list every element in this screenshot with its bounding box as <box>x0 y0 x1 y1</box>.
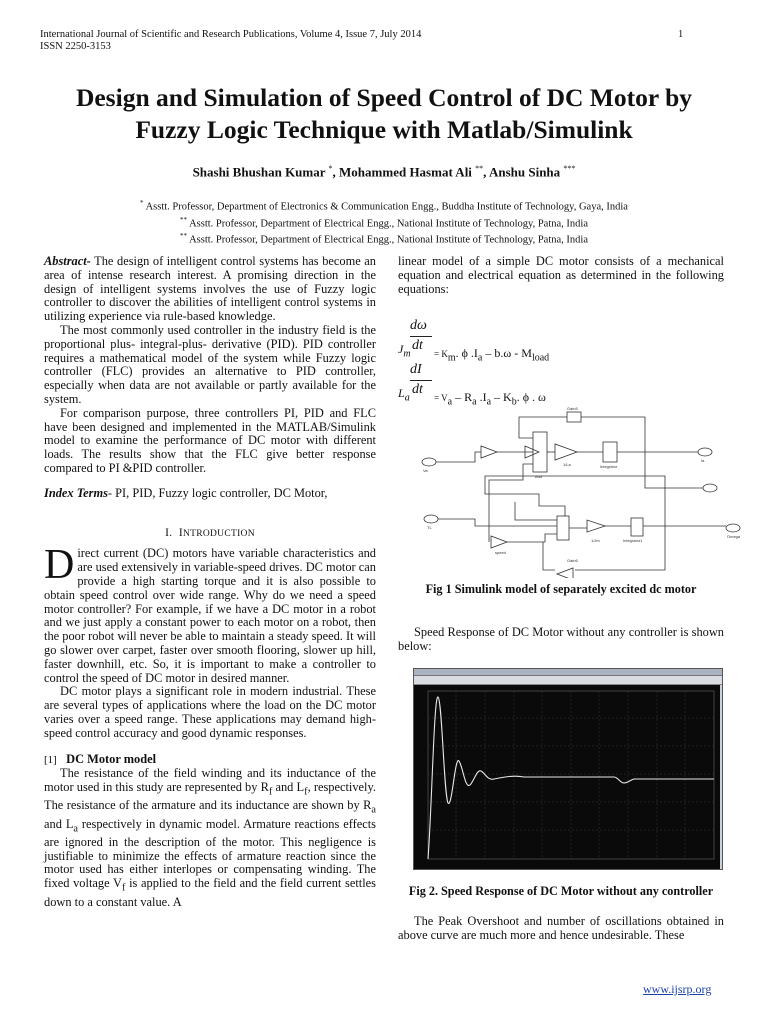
eq-sub: m <box>403 348 411 360</box>
eq-sub: a <box>404 392 410 404</box>
label-speed: speed <box>495 550 506 555</box>
output-port-2 <box>703 484 717 492</box>
scope-plot <box>414 685 720 869</box>
dropcap: D <box>44 542 75 589</box>
subscript: f <box>121 882 126 894</box>
section-heading-intro <box>44 527 376 542</box>
gain-feedback <box>557 568 573 578</box>
abstract-p2: The most commonly used controller in the industry field is the proportional plus- integral-plus- derivative (PID). PID controller requires a mathematical model of the system while Fuzzy logic controller (FLC) provides an alternative to PID controller, especially when data are not available or partly available for the system. <box>44 322 376 406</box>
gain-1-la <box>555 444 577 460</box>
author-1-mark: * <box>328 164 333 173</box>
wire <box>575 526 665 570</box>
gain-speed <box>491 536 507 548</box>
label-integrator-2: Integrator1 <box>623 538 643 543</box>
eq-text: – K <box>491 390 512 404</box>
author-2: Mohammed Hasmat Ali <box>339 164 472 180</box>
index-terms-text: - PI, PID, Fuzzy logic controller, DC Motor, <box>107 485 328 500</box>
right-paragraph-2-text: Speed Response of DC Motor without any controller is shown below: <box>398 625 724 653</box>
title-line-2: Fuzzy Logic Technique with Matlab/Simulink <box>135 115 633 144</box>
label-gain-top: Gain5 <box>567 406 578 411</box>
scope-titlebar <box>414 669 722 676</box>
index-terms-label: Index Terms <box>44 485 108 500</box>
affiliation-mark: ** <box>180 232 188 240</box>
eq2-numerator: dI <box>410 362 422 377</box>
eq-sub: a <box>477 352 483 364</box>
input-port-tl <box>424 515 438 523</box>
label-add: Add <box>535 474 543 479</box>
eq2-denominator: dt <box>412 382 423 397</box>
author-list <box>40 164 728 180</box>
eq-text: – R <box>452 390 473 404</box>
abstract-p1 <box>44 255 376 324</box>
eq-sub: b <box>511 396 517 408</box>
abstract-p3: For comparison purpose, three controllers PI, PID and FLC have been designed and implemented in the MATLAB/Simulink model to examine the performance of DC motor with different loads. The results show that the FLC give better response compared to PI &PID controller. <box>44 405 376 475</box>
journal-name: International Journal of Scientific and Research Publications, Volume 4, Issue 7, July 2014 <box>40 29 422 40</box>
label-fcn-jm: 1/Jm <box>591 538 600 543</box>
eq1-denominator: dt <box>412 338 423 353</box>
eq1-rhs <box>434 346 549 363</box>
label-gain-bottom: Gain6 <box>567 558 578 563</box>
right-paragraph-2 <box>398 626 724 654</box>
affiliation-text: Asstt. Professor, Department of Electrical Engg., National Institute of Technology, Patna, India <box>189 218 588 229</box>
abstract-label: Abstract- <box>44 254 91 268</box>
wire <box>515 502 557 520</box>
issn: ISSN 2250-3153 <box>40 41 111 52</box>
affiliation-mark: * <box>140 199 144 207</box>
integrator-block-bottom <box>631 518 643 536</box>
label-fcn-la: 1/La <box>563 462 571 467</box>
author-sep: , <box>332 164 340 180</box>
title-line-1: Design and Simulation of Speed Control of DC Motor by <box>75 83 693 112</box>
eq-text: – b.ω - M <box>482 346 532 360</box>
eq-sub: a <box>447 396 453 408</box>
author-1: Shashi Bhushan Kumar <box>192 164 326 180</box>
wire <box>507 534 557 542</box>
author-3: Anshu Sinha <box>488 164 561 180</box>
intro-p1-text: irect current (DC) motors have variable characteristics and are used extensively in variable-speed drives. DC motor can provide a high starting torque and it is also possible to obtain speed control over wide range. Why do we need a speed motor controller? For example, if we have a DC motor in a robot and we just apply a constant power to each motor on a robot, then the poor robot will never be able to maintain a steady speed. It will go slower over carpet, faster over smooth flooring, slower up hill, faster downhill, etc. So, it is important to make a controller to control the speed of DC motor in desired manner. <box>44 546 376 685</box>
eq1-numerator: dω <box>410 318 427 333</box>
dc-text: The resistance of the field winding and its inductance of the motor used in this study are represented by R <box>44 766 376 795</box>
abstract-text: The design of intelligent control systems has become an area of intense research interest. A promising direction in the design of intelligent systems involves the use of Fuzzy logic controller to discover the abilities of intelligent control systems in utilizing experience via rule-based knowledge. <box>44 254 376 324</box>
subscript: a <box>371 804 376 816</box>
subscript: f <box>268 786 273 798</box>
eq-text: = V <box>434 393 448 403</box>
page-number: 1 <box>678 29 684 40</box>
gain-1-jm <box>587 520 605 532</box>
intro-p2: DC motor plays a significant role in modern industrial. These are several types of applications where the load on the DC motor varies over a speed range. These applications may demand high-speed control accuracy and good dynamic responses. <box>44 684 376 740</box>
simulink-diagram <box>415 402 745 578</box>
figure-1-caption: Fig 1 Simulink model of separately excited dc motor <box>425 582 697 596</box>
wire <box>581 417 645 452</box>
right-paragraph-3-text: The Peak Overshoot and number of oscillations obtained in above curve are much more and hence undesirable. These <box>398 914 724 942</box>
dc-model-paragraph <box>44 767 376 909</box>
eq1-fraction-bar <box>410 336 432 337</box>
affiliation-mark: ** <box>180 215 188 224</box>
affiliation-3 <box>40 230 728 247</box>
label-output-ia: Ia <box>701 458 705 463</box>
eq-sub: load <box>531 352 550 364</box>
subscript: a <box>73 823 78 835</box>
input-port-va <box>422 458 436 466</box>
left-column <box>44 255 376 909</box>
sum-block-bottom <box>557 516 569 540</box>
author-3-mark: *** <box>563 164 576 173</box>
scope-toolbar <box>414 676 722 685</box>
eq-sub: a <box>472 396 477 408</box>
dc-text: and L <box>44 816 74 831</box>
dc-text: and L <box>272 780 305 795</box>
author-sep: , <box>483 164 489 180</box>
dc-text: , respectively. The resistance of the armature and its inductance are shown by R <box>44 780 376 813</box>
eq2-fraction-bar <box>410 380 432 381</box>
scope-window <box>413 668 723 870</box>
eq-text: . ϕ . ω <box>516 390 546 404</box>
label-input-va: Va <box>423 468 428 473</box>
wire <box>645 452 703 488</box>
journal-header <box>40 29 421 53</box>
intro-p1 <box>44 542 376 685</box>
eq-text: = K <box>434 349 448 359</box>
affiliation-1 <box>40 197 728 214</box>
eq-text: . ϕ .I <box>455 346 478 360</box>
affiliation-2 <box>40 214 728 231</box>
integrator-block-top <box>603 442 617 462</box>
eq-sub: m <box>447 352 456 364</box>
wire <box>436 452 481 462</box>
right-paragraph-3 <box>398 915 724 943</box>
eq-symbol: J <box>398 342 404 356</box>
affiliations <box>40 197 728 247</box>
eq1-lhs <box>398 342 411 359</box>
subsection-number: [1] <box>44 753 57 766</box>
output-port-ia <box>698 448 712 456</box>
gain-input <box>481 446 497 458</box>
paper-title <box>40 82 728 146</box>
subscript: f <box>304 786 308 798</box>
dc-text: respectively in dynamic model. Armature reactions effects are ignored in the description of the motor. This negligence is justifiable to minimize the effects of armature reaction since the motor used has either interlopes or compensating winding. The fixed voltage V <box>44 816 376 891</box>
wire <box>485 476 665 526</box>
output-port-omega <box>726 524 740 532</box>
eq-sub: a <box>486 396 492 408</box>
section-title-rest: NTRODUCTION <box>182 528 255 539</box>
gain-block-top <box>567 412 581 422</box>
label-input-tl: TL <box>427 525 432 530</box>
label-output-omega: Omega <box>727 534 741 539</box>
right-column-intro: linear model of a simple DC motor consists of a mechanical equation and electrical equation as determined in the following equations: <box>398 254 724 296</box>
label-integrator: Integrator <box>600 464 618 469</box>
affiliation-text: Asstt. Professor, Department of Electrical Engg., National Institute of Technology, Patna, India <box>189 234 588 246</box>
section-title-first: I <box>178 526 183 539</box>
subsection-title: DC Motor model <box>66 751 157 766</box>
section-number: I. <box>165 526 173 539</box>
author-2-mark: ** <box>475 164 484 173</box>
footer-link[interactable]: www.ijsrp.org <box>643 982 712 996</box>
subsection-heading-dc-model <box>44 753 376 768</box>
wire <box>519 417 567 438</box>
dc-text: is applied to the field and the field current settles down to a constant value. A <box>44 876 376 909</box>
wire <box>543 542 555 570</box>
eq2-lhs <box>398 386 410 403</box>
figure-2-caption: Fig 2. Speed Response of DC Motor without any controller <box>408 884 714 898</box>
affiliation-text: Asstt. Professor, Department of Electronics & Communication Engg., Buddha Institute of Technology, Gaya, India <box>145 201 628 213</box>
index-terms <box>44 487 376 501</box>
eq-text: .I <box>476 390 487 404</box>
eq-symbol: L <box>398 386 405 400</box>
